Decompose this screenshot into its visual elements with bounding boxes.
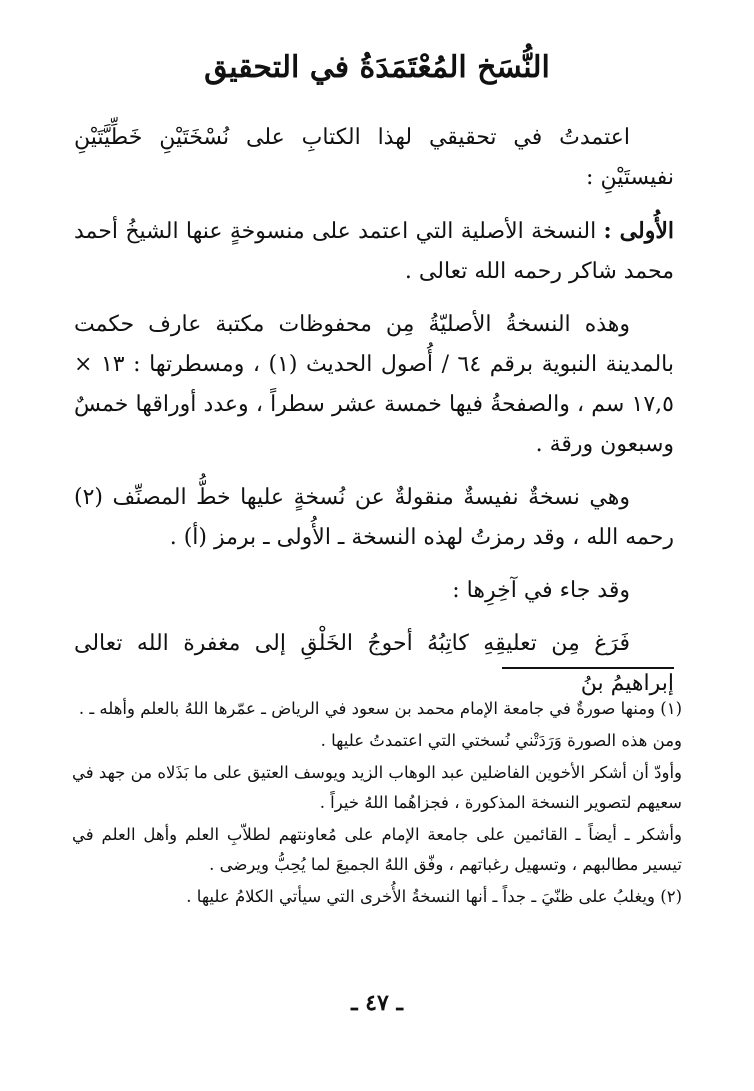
colophon-quote-paragraph: فَرَغ مِن تعليقِهِ كاتِبُهُ أحوجُ الخَلْقِ إلى مغفرة الله تعالى إبراهيمُ بنُ — [74, 631, 674, 696]
footnote-separator — [502, 667, 674, 669]
first-manuscript-text: النسخة الأصلية التي اعتمد على منسوخةٍ عنها الشيخُ أحمد محمد شاكر رحمه الله تعالى . — [74, 219, 674, 284]
page-number: ـ ٤٧ ـ — [351, 990, 403, 1016]
first-manuscript-paragraph — [74, 211, 674, 292]
manuscript-source-paragraph: وهي نسخةٌ نفيسةٌ منقولةٌ عن نُسخةٍ عليها خطُّ المصنِّف (٢) رحمه الله ، وقد رمزتُ لهذه النسخة ـ الأُولى ـ برمز (أ) . — [74, 485, 674, 550]
first-manuscript-lead: الأُولى : — [603, 218, 674, 244]
footnote-1-line-4: وأشكر ـ أيضاً ـ القائمين على جامعة الإمام على مُعاونتهم لطلاّبِ العلم وأهل العلم في تيسير مطالبهم ، وتسهيل رغباتهم ، وفّق اللهُ الجميعَ لما يُحِبُّ ويرضى . — [72, 825, 682, 874]
footnote-1: (١) ومنها صورةٌ في جامعة الإمام محمد بن سعود في الرياض ـ عمّرها اللهُ بالعلم وأهله ـ . — [78, 699, 682, 718]
colophon-intro-paragraph: وقد جاء في آخِرِها : — [452, 578, 630, 603]
footnote-2: (٢) ويغلبُ على ظنّيَ ـ جداً ـ أنها النسخةُ الأُخرى التي سيأتي الكلامُ عليها . — [186, 887, 682, 906]
footnote-1-line-3: وأودّ أن أشكر الأخوين الفاضلين عبد الوهاب الزيد ويوسف العتيق على ما بَذَلاه من جهد في سعيهم لتصوير النسخة المذكورة ، فجزاهُما اللهُ خيراً . — [72, 763, 682, 812]
main-text — [74, 118, 674, 717]
footnote-1-line-2: ومن هذه الصورة وَرَدَتْني نُسختي التي اعتمدتُ عليها . — [320, 731, 682, 750]
manuscript-description-paragraph: وهذه النسخةُ الأصليّةُ مِن محفوظات مكتبة عارف حكمت بالمدينة النبوية برقم ٦٤ / أُصول الحديث (١) ، ومسطرتها : ١٣ × ١٧,٥ سم ، والصفحةُ فيها خمسة عشر سطراً ، وعدد أوراقها خمسٌ وسبعون ورقة . — [74, 312, 674, 457]
section-title: النُّسَخ المُعْتَمَدَةُ في التحقيق — [204, 50, 550, 85]
footnotes — [72, 694, 682, 914]
intro-paragraph: اعتمدتُ في تحقيقي لهذا الكتابِ على نُسْخَتَيْنِ خَطِّيَّتَيْنِ نفيستَيْنِ : — [74, 125, 674, 190]
